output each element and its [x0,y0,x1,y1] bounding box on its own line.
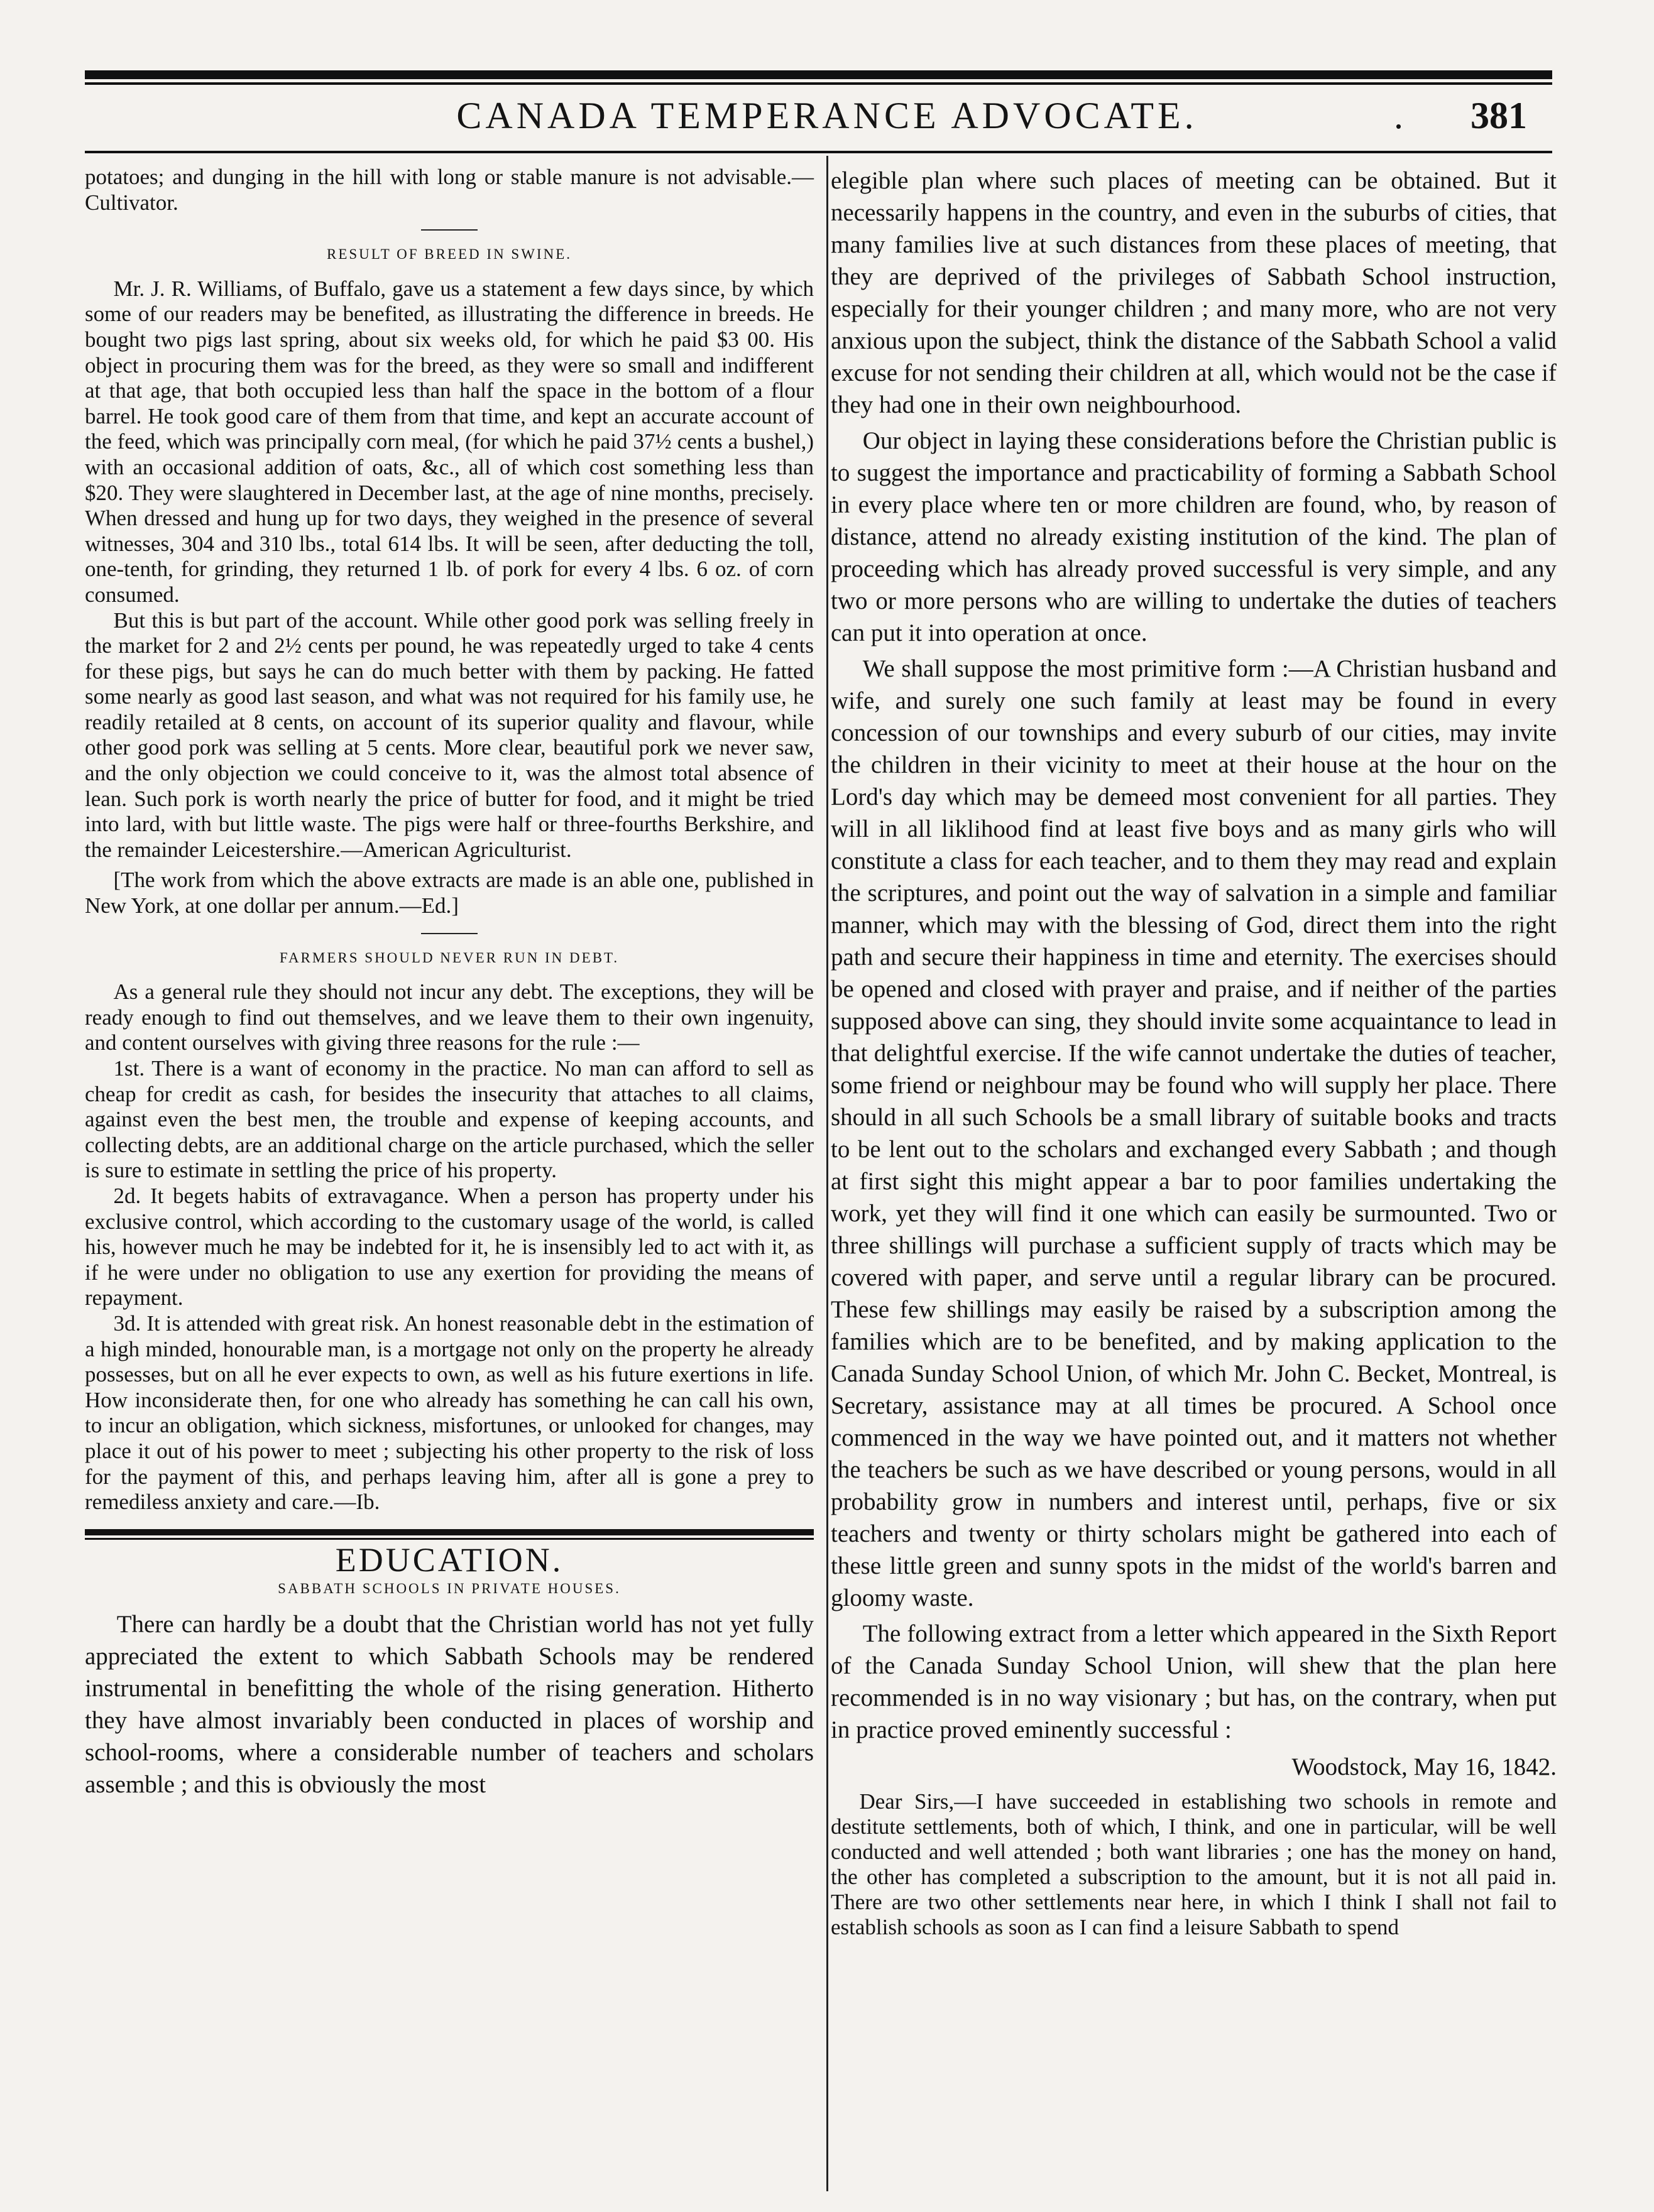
page-number: 381 [1471,95,1527,136]
article-heading-sabbath-schools: SABBATH SCHOOLS IN PRIVATE HOUSES. [278,1581,621,1597]
short-rule [421,229,478,231]
top-rule-thick [85,70,1552,79]
article-heading-swine: RESULT OF BREED IN SWINE. [327,246,572,263]
article-paragraph: 3d. It is attended with great risk. An honest reasonable debt in the estimation of a high minded, honourable man, is a mortgage not only on the property he already possesses, but on all he ever expects to own, as well as his future exertions in life. How inconsiderate then, for one who already has something he can call his own, to incur an obligation, which sickness, misfortunes, or unlooked for changes, may place it out of his power to meet ; subjecting his other property to the risk of loss for the payment of this, and perhaps leaving him, after all is gone a prey to remediless anxiety and care.—Ib. [85,1310,814,1515]
section-rule-thick [85,1529,814,1535]
article-paragraph: elegible plan where such places of meeting can be obtained. But it necessarily happens in the country, and even in the suburbs of cities, that many families live at such distances from these places of meeting, that they are deprived of the privileges of Sabbath School instruction, especially for their younger children ; and many more, who are not very anxious upon the subject, think the distance of the Sabbath School a valid excuse for not sending their children at all, which would not be the case if they had one in their own neighbourhood. [831,167,1557,418]
running-head-dot: . [1394,95,1403,136]
left-column [85,165,814,1801]
article-paragraph: 1st. There is a want of economy in the practice. No man can afford to sell as cheap for credit as cash, for besides the insecurity that attaches to all claims, against even the best men, the trouble and expense of keeping accounts, and collecting debts, are an additional charge on the article purchased, which the seller is sure to estimate in settling the price of his property. [85,1056,814,1183]
article-paragraph: Our object in laying these considerations before the Christian public is to suggest the importance and practicability of forming a Sabbath School in every place where ten or more children are found, who, by reason of distance, attend no already existing institution of the kind. The plan of proceeding which has already proved successful is very simple, and any two or more persons who are willing to undertake the duties of teachers can put it into operation at once. [831,427,1557,646]
article-paragraph: As a general rule they should not incur any debt. The exceptions, they will be ready enough to find out themselves, and we leave them to their own ingenuity, and content ourselves with giving three reasons for the rule :— [85,979,814,1055]
article-paragraph: The following extract from a letter which appeared in the Sixth Report of the Canada Sunday School Union, will shew that the plan here recommended is in no way visionary ; but has, on the contrary, when put in practice proved eminently successful : [831,1620,1557,1743]
continued-paragraph: potatoes; and dunging in the hill with long or stable manure is not advisable.—Cultivator. [85,165,814,215]
article-paragraph: There can hardly be a doubt that the Christian world has not yet fully appreciated the extent to which Sabbath Schools may be rendered instrumental in benefitting the whole of the rising generation. Hitherto they have almost invariably been conducted in places of worship and school-rooms, where a considerable number of teachers and scholars assemble ; and this is obviously the most [85,1610,814,1798]
section-rule-thin [85,1538,814,1540]
short-rule [421,933,478,934]
article-paragraph: But this is but part of the account. While other good pork was selling freely in the market for 2 and 2½ cents per pound, he was repeatedly urged to take 4 cents for these pigs, but says he can do much better with them by packing. He fatted some nearly as good last season, and what was not required for his family use, he readily retailed at 8 cents, on account of its superior quality and flavour, while other good pork was selling at 5 cents. More clear, beautiful pork we never saw, and the only objection we could conceive to it, was the almost total absence of lean. Such pork is worth nearly the price of butter for food, and it might be tried into lard, with but little waste. The pigs were half or three-fourths Berkshire, and the remainder Leicestershire.—American Agriculturist. [85,607,814,862]
header-rule [85,151,1552,153]
top-rule-thin [85,82,1552,85]
editor-note: [The work from which the above extracts are made is an able one, published in New York, at one dollar per annum.—Ed.] [85,868,814,918]
letter-paragraph: Dear Sirs,—I have succeeded in establishing two schools in remote and destitute settlements, both of which, I think, and one in particular, will be well conducted and well attended ; both want libraries ; one has the money on hand, the other has completed a subscription to the amount, but it is not all paid in. There are two other settlements near here, in which I think I shall not fail to establish schools as soon as I can find a leisure Sabbath to spend [831,1789,1557,1939]
letter-dateline: Woodstock, May 16, 1842. [1291,1753,1557,1780]
article-paragraph: Mr. J. R. Williams, of Buffalo, gave us a statement a few days since, by which some of our readers may be benefited, as illustrating the difference in breeds. He bought two pigs last spring, about six weeks old, for which he paid $3 00. His object in procuring them was for the breed, as they were so small and indifferent at that age, that both occupied less than half the space in the bottom of a flour barrel. He took good care of them from that time, and kept an accurate account of the feed, which was principally corn meal, (for which he paid 37½ cents a bushel,) with an occasional addition of oats, &c., all of which cost something less than $20. They were slaughtered in December last, at the age of nine months, precisely. When dressed and hung up for two days, they weighed in the presence of several witnesses, 304 and 310 lbs., total 614 lbs. It will be seen, after deducting the toll, one-tenth, for grinding, they returned 1 lb. of pork for every 4 lbs. 6 oz. of corn consumed. [85,276,814,607]
article-paragraph: 2d. It begets habits of extravagance. When a person has property under his exclusive control, which according to the customary usage of the world, is called his, however much he may be indebted for it, he is insensibly led to act with it, as if he were under no obligation to use any exertion for providing the means of repayment. [85,1183,814,1310]
article-heading-debt: FARMERS SHOULD NEVER RUN IN DEBT. [279,949,620,966]
article-paragraph: We shall suppose the most primitive form :—A Christian husband and wife, and surely one such family at least may be found in every concession of our townships and every suburb of our cities, may invite the children in their vicinity to meet at their house at the hour on the Lord's day which may be demeed most convenient for all parties. They will in all liklihood find at least five boys and as many girls who will constitute a class for each teacher, and to them they may read and explain the scriptures, and point out the way of salvation in a simple and familiar manner, which may with the blessing of God, direct them into the right path and secure their happiness in time and eternity. The exercises should be opened and closed with prayer and praise, and if neither of the parties supposed above can sing, they should invite some acquaintance to lead in that delightful exercise. If the wife cannot undertake the duties of teacher, some friend or neighbour may be found who will supply her place. There should in all such Schools be a small library of suitable books and tracts to be lent out to the scholars and exchanged every Sabbath ; and though at first sight this might appear a bar to poor families undertaking the work, yet they will find it one which can easily be surmounted. Two or three shillings will purchase a sufficient supply of tracts which may be covered with paper, and serve until a regular library can be procured. These few shillings may easily be raised by a subscription among the families which are to be benefited, and by making application to the Canada Sunday School Union, of which Mr. John C. Becket, Montreal, is Secretary, assistance may at all times be procured. A School once commenced in the way we have pointed out, and it matters not whether the teachers be such as we have described or young persons, would in all probability grow in numbers and interest until, perhaps, five or six teachers and twenty or thirty scholars might be gathered into each of these little green and sunny spots in the midst of the world's barren and gloomy waste. [831,655,1557,1611]
right-column [831,165,1557,1940]
column-divider [826,156,828,2191]
running-head-title: CANADA TEMPERANCE ADVOCATE. [456,95,1198,136]
section-title-education: EDUCATION. [335,1540,564,1579]
